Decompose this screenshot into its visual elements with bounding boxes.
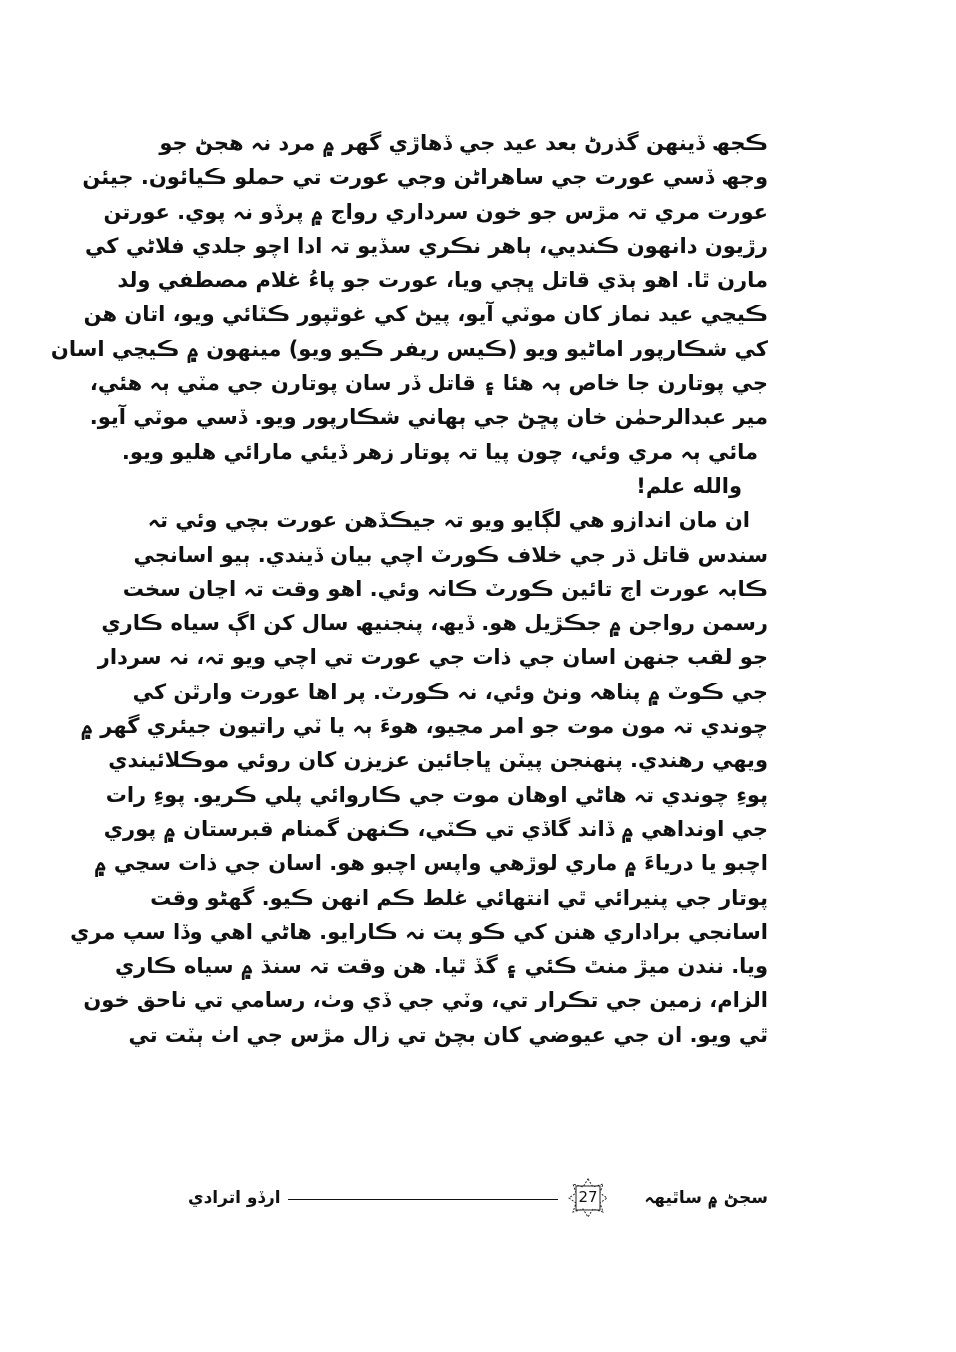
text-line: ڪيڃي عيد نماز کان موٽي آيو، پيڻ کي غوٿپور ڪٽائي ويو، اتان هن	[83, 302, 768, 327]
text-line: ڪابہ عورت اڄ تائين ڪورٽ ڪانہ وئي. اهو وقت تہ اڃان سخت	[122, 576, 768, 601]
text-line: مائي ٻہ مري وئي، چون پيا تہ پوتار زهر ڏيئي مارائي هليو ويو.	[121, 439, 758, 464]
text-line: جو لقب جنهن اسان جي ذات جي عورت تي اچي ويو تہ، نہ سردار	[97, 645, 768, 670]
text-line: جي ڪوٽ ۾ پناهہ ونڻ وئي، نہ ڪورٽ. پر اها عورت وارٿن کي	[132, 679, 768, 704]
page-footer	[188, 1178, 768, 1224]
text-line: وجھ ڏسي عورت جي ساهراڻن وجي عورت تي حملو ڪيائون. جيئن	[82, 165, 768, 190]
text-line: ٿي ويو. ان جي عيوضي کان بچڻ تي زال مڙس جي اٺ ٻٽت تي	[128, 1022, 768, 1047]
text-line: کي شڪارپور اماڻيو ويو (ڪيس ريفر ڪيو ويو) مينهون ۾ ڪيڃي اسان	[50, 336, 768, 361]
text-line: چوندي تہ مون موت جو امر مڃيو، هوءَ ٻہ يا ٽي راتيون جيئري گھر ۾	[80, 714, 768, 739]
text-line: پوتار جي پنيرائي ٿي انتهائي غلط ڪم انهن ڪيو. گهڻو وقت	[150, 885, 768, 910]
text-line: اسانجي براداري هنن کي ڪو پت نہ ڪارايو. هاڻي اهي وڏا سپ مري	[70, 919, 768, 944]
text-line: پوءِ چوندي تہ هاڻي اوهان موت جي ڪاروائي پلي ڪريو. پوءِ رات	[105, 782, 768, 807]
footer-book-title: سجڻ ۾ ساٿيھہ	[644, 1188, 768, 1208]
page-number: 27	[578, 1188, 598, 1206]
text-line: الزام، زمين جي تڪرار تي، وٽي جي ڏي وٺ، رسامي تي ناحق خون	[83, 988, 768, 1013]
footer-section-title: ارڏو اترادي	[188, 1188, 281, 1208]
text-line: ويا. نندن ميڙ منٿ ڪئي ۽ گڏ ٿيا. هن وقت تہ سنڌ ۾ سياه ڪاري	[114, 954, 768, 979]
text-line: عورت مري تہ مڙس جو خون سرداري رواج ۾ پرڏو نہ پوي. عورتن	[103, 199, 768, 224]
footer-divider	[288, 1199, 558, 1200]
text-line: جي پوتارن جا خاص ٻہ هئا ۽ قاتل ڏر سان پوتارن جي مٽي ٻہ هئي،	[89, 371, 768, 396]
page-number-badge	[568, 1178, 608, 1218]
text-line: ويهي رهندي. پنهنجن پيٽن ڀاجائين عزيزن کان روئي موڪلائيندي	[108, 748, 768, 773]
text-line: ڪجھ ڏينهن گذرڻ بعد عيد جي ڏهاڙي گھر ۾ مرد نہ هجڻ جو	[159, 131, 768, 155]
text-line: مير عبدالرحمٰن خان پڇڻ جي ٻهاني شڪارپور ويو. ڏسي موٽي آيو.	[89, 405, 768, 430]
text-line: رڙيون دانهون ڪنديي، ٻاهر نڪري سڏيو تہ ادا اچو جلدي فلاڻي کي	[85, 233, 768, 258]
text-line: جي اونداهي ۾ ڏاند گاڏي تي ڪٽي، ڪنهن گمنام قبرستان ۾ پوري	[103, 816, 768, 841]
text-line: رسمن رواجن ۾ جڪڙيل هو. ڏيھ، پنجنيھ سال کن اڳ سياه ڪاري	[101, 611, 768, 636]
text-line: مارن ٿا. اهو ٻڌي قاتل ڀڄي ويا، عورت جو پاءُ غلام مصطفي ولد	[117, 268, 768, 293]
page-body	[50, 126, 768, 1052]
text-line: والله علم!	[636, 473, 742, 498]
text-line: اچبو يا درياءَ ۾ ماري لوڙهي واپس اچبو هو. اسان جي ذات سڃي ۾	[94, 851, 768, 876]
text-line: سندس قاتل ڌر جي خلاف ڪورٽ اچي بيان ڏيندي. ٻيو اسانجي	[133, 542, 768, 567]
text-line: ان مان اندازو هي لڳايو ويو تہ جيڪڏهن عورت بچي وئي تہ	[147, 508, 750, 533]
